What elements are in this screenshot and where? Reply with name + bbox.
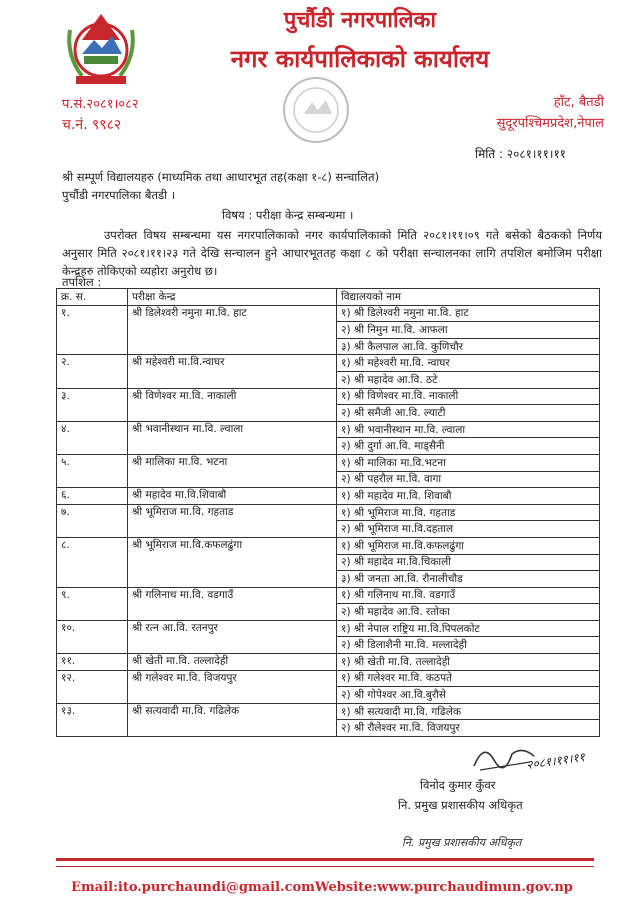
letter-date: मिति : २०८१।११।११: [475, 147, 566, 161]
school-name: १) श्री मालिका मा.वि.भटना: [337, 454, 600, 471]
table-row: [57, 587, 600, 604]
table-row: [57, 355, 600, 372]
school-name: १) श्री डिलेश्वरी नमुना मा.वि. हाट: [337, 305, 600, 322]
serial-number: ११.: [57, 654, 128, 671]
school-name: २) श्री समैजी आ.वि. ल्याटी: [337, 405, 600, 422]
table-row: [57, 305, 600, 322]
school-name: १) श्री गलिनाथ मा.वि. वडगाउँ: [337, 587, 600, 604]
table-row: [57, 654, 600, 671]
table-row: [57, 703, 600, 720]
recipient-line-1: श्री सम्पूर्ण विद्यालयहरु (माध्यमिक तथा आधारभूत तह(कक्षा १-८) सन्चालित): [62, 170, 380, 184]
school-name: २) श्री गोपेश्वर आ.वि.बुरौसे: [337, 687, 600, 704]
cn-number: च.नं. ९९८२: [62, 117, 122, 133]
exam-center: श्री महेश्वरी मा.वि.न्वाघर: [128, 355, 337, 388]
school-name: २) श्री भूमिराज मा.वि.दहताल: [337, 521, 600, 538]
school-name: ३) श्री कैलपाल आ.वि. कुणिचौर: [337, 338, 600, 355]
schedule-label: तपशिल :: [62, 275, 102, 289]
serial-number: ७.: [57, 504, 128, 537]
ps-number: प.सं.२०८१।०८२: [62, 97, 139, 112]
school-name: २) श्री महादेव आ.वि. ठटे: [337, 371, 600, 388]
table-row: [57, 421, 600, 438]
exam-center: श्री भूमिराज मा.वि. गहताड: [128, 504, 337, 537]
exam-center: श्री खेती मा.वि. तल्लादेही: [128, 654, 337, 671]
serial-number: ४.: [57, 421, 128, 454]
exam-center: श्री मालिका मा.वि. भटना: [128, 454, 337, 487]
school-name: १) श्री महेश्वरी मा.वि. न्वाघर: [337, 355, 600, 372]
school-name: २) श्री निमुन मा.वि. आफला: [337, 322, 600, 339]
school-name: १) श्री विणेश्वर मा.वि. नाकाली: [337, 388, 600, 405]
col-header-center: परीक्षा केन्द्र: [128, 289, 337, 306]
school-name: २) श्री महादेव मा.वि.चिकाली: [337, 554, 600, 571]
exam-center: श्री महादेव मा.वि.शिवाबौ: [128, 488, 337, 505]
exam-center: श्री सत्यवादी मा.वि. गढिलेक: [128, 703, 337, 736]
exam-center: श्री गलिनाथ मा.वि. वडगाउँ: [128, 587, 337, 620]
exam-center-table: [56, 288, 600, 737]
school-name: १) श्री सत्यवादी मा.वि. गढिलेक: [337, 703, 600, 720]
exam-center: श्री विणेश्वर मा.वि. नाकाली: [128, 388, 337, 421]
footer-contact: Email:ito.purchaundi@gmail.comWebsite:www.purchaudimun.gov.np: [71, 880, 573, 895]
exam-center: श्री गलेश्वर मा.वि. विजयपुर: [128, 670, 337, 703]
table-row: [57, 388, 600, 405]
table-row: [57, 537, 600, 554]
table-row: [57, 488, 600, 505]
office-name: नगर कार्यपालिकाको कार्यालय: [230, 45, 490, 73]
serial-number: ३.: [57, 388, 128, 421]
school-name: २) श्री महादेव आ.वि. रतोका: [337, 604, 600, 621]
col-header-school: विद्यालयको नाम: [337, 289, 600, 306]
serial-number: १०.: [57, 620, 128, 653]
serial-number: ६.: [57, 488, 128, 505]
serial-number: १.: [57, 305, 128, 355]
school-name: १) श्री भूमिराज मा.वि.कफलढुंगा: [337, 537, 600, 554]
school-name: १) श्री महादेव मा.वि. शिवाबौ: [337, 488, 600, 505]
school-name: १) श्री भवानीस्थान मा.वि. ल्वाला: [337, 421, 600, 438]
exam-center: श्री भूमिराज मा.वि.कफलढुंगा: [128, 537, 337, 587]
table-row: [57, 620, 600, 637]
footer-rule-thick: [56, 858, 594, 861]
exam-center: श्री रत्न आ.वि. रतनपुर: [128, 620, 337, 653]
footer-rule-thin: [56, 866, 594, 867]
school-name: ३) श्री जनता आ.वि. रौनालीचौड: [337, 571, 600, 588]
table-row: [57, 504, 600, 521]
table-row: [57, 670, 600, 687]
table-row: [57, 454, 600, 471]
serial-number: १२.: [57, 670, 128, 703]
city: हाँट, बैतडी: [553, 95, 604, 110]
body-text: उपरोक्त विषय सम्बन्धमा यस नगरपालिकाको नगर कार्यपालिकाको मिति २०८१।११।०९ गते बसेको बैठकको निर्णय अनुसार मिति २०८१।११।२३ गते देखि सन्चालन हुने आधारभूततह कक्षा ८ को परीक्षा सन्चालनका लागि तपशिल बमोजिम परीक्षा केन्द्रहरु तोकिएको व्यहोरा अनुरोध छ।: [62, 228, 602, 278]
school-name: १) श्री भूमिराज मा.वि. गहताड: [337, 504, 600, 521]
exam-center: श्री डिलेश्वरी नमुना मा.वि. हाट: [128, 305, 337, 355]
exam-center: श्री भवानीस्थान मा.वि. ल्वाला: [128, 421, 337, 454]
province: सुदूरपश्चिमप्रदेश,नेपाल: [496, 116, 604, 131]
school-name: २) श्री डिलाशैनी मा.वि. मल्लादेही: [337, 637, 600, 654]
office-stamp-icon: [278, 74, 354, 146]
col-header-sn: क्र. स.: [57, 289, 128, 306]
signatory-title: नि. प्रमुख प्रशासकीय अधिकृत: [398, 798, 523, 812]
school-name: १) श्री नेपाल राष्ट्रिय मा.वि.पिपलकोट: [337, 620, 600, 637]
serial-number: ९.: [57, 587, 128, 620]
serial-number: ८.: [57, 537, 128, 587]
school-name: २) श्री दुर्गा आ.वि. माड्सैनी: [337, 438, 600, 455]
subject: विषय : परीक्षा केन्द्र सम्बन्धमा ।: [222, 208, 354, 222]
school-name: १) श्री गलेश्वर मा.वि. कठपते: [337, 670, 600, 687]
serial-number: ५.: [57, 454, 128, 487]
nepal-emblem-icon: [60, 10, 142, 88]
school-name: २) श्री पहरौल मा.वि. वागा: [337, 471, 600, 488]
table-header-row: [57, 289, 600, 306]
handwritten-note: नि. प्रमुख प्रशासकीय अधिकृत: [402, 836, 522, 849]
serial-number: १३.: [57, 703, 128, 736]
recipient-line-2: पुर्चौडी नगरपालिका बैतडी ।: [62, 188, 176, 202]
school-name: १) श्री खेती मा.वि. तल्लादेही: [337, 654, 600, 671]
school-name: २) श्री रौलेश्वर मा.वि. विजयपुर: [337, 720, 600, 737]
org-name: पुर्चौडी नगरपालिका: [283, 8, 437, 33]
serial-number: २.: [57, 355, 128, 388]
handwritten-date: २०८१।११।११: [525, 749, 586, 773]
signatory-name: विनोद कुमार कुँवर: [420, 778, 496, 792]
